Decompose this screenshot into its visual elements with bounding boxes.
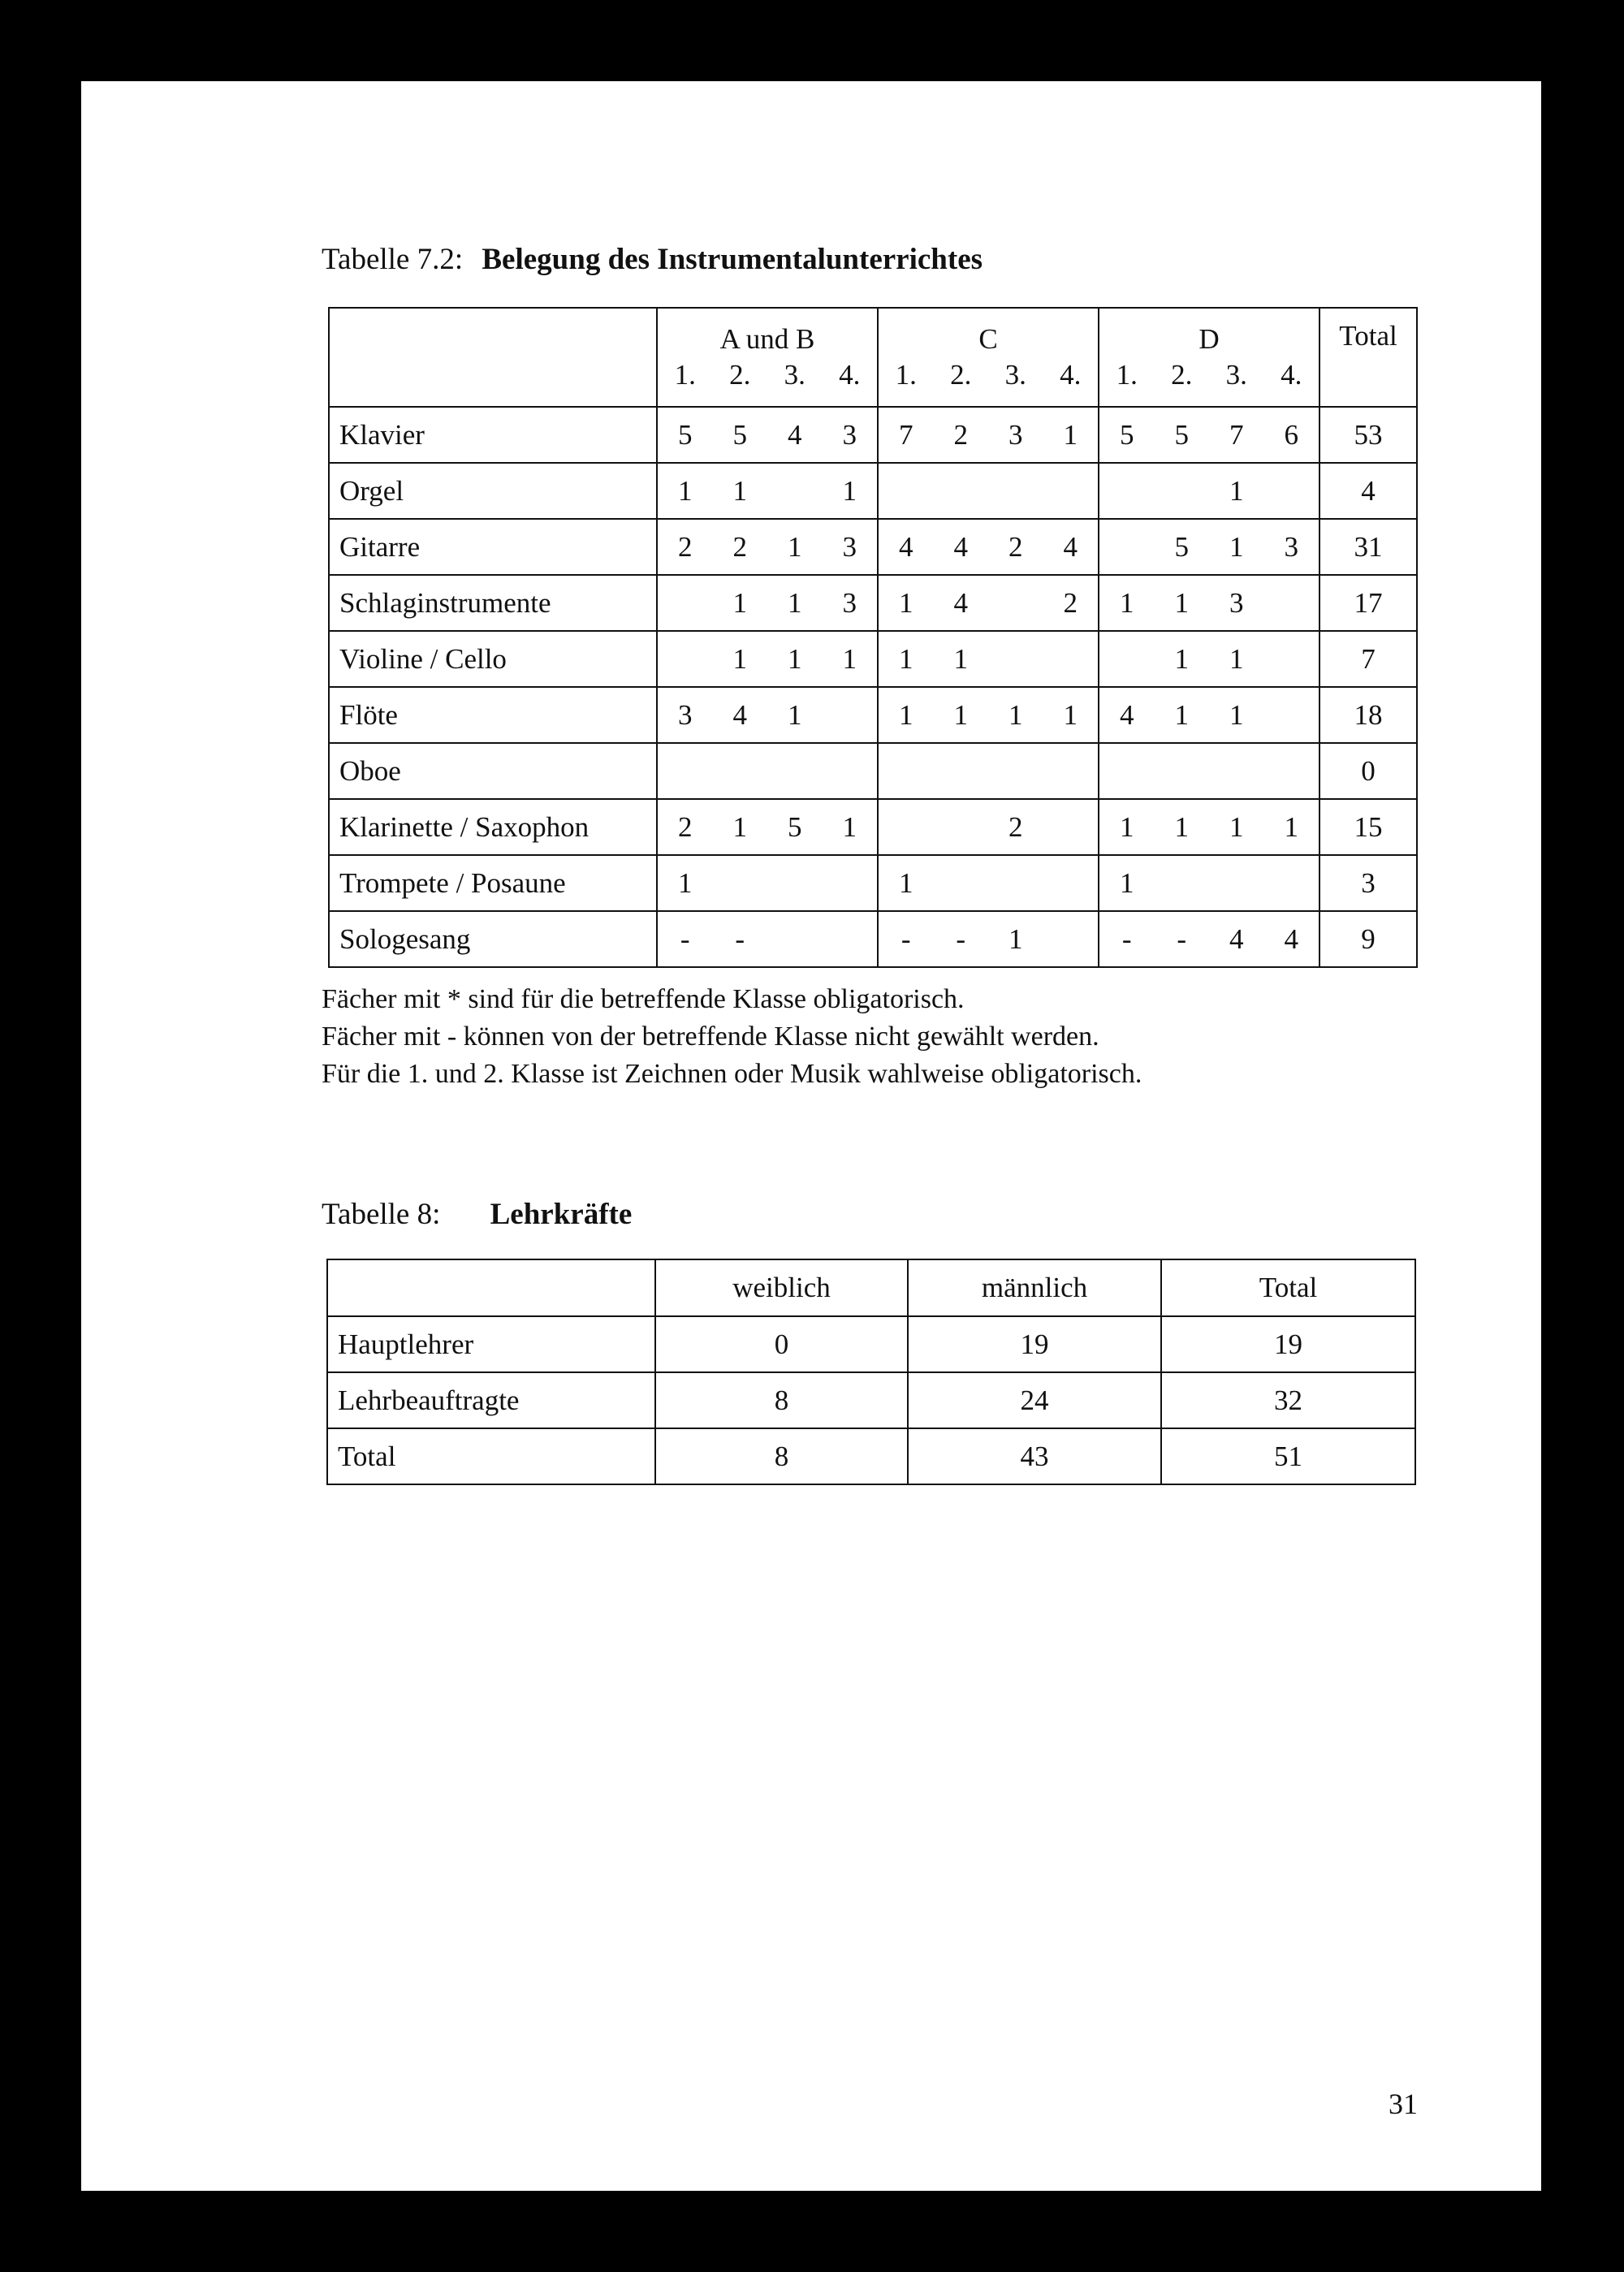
table-row xyxy=(329,855,1417,911)
header-empty-cell xyxy=(329,308,657,407)
cell-value: 51 xyxy=(1161,1428,1415,1484)
cell-value: 8 xyxy=(655,1428,908,1484)
cell-value: 5 xyxy=(1174,418,1189,451)
cell-value: 43 xyxy=(908,1428,1161,1484)
row-label: Violine / Cello xyxy=(329,631,657,687)
table-row xyxy=(329,519,1417,575)
group-cell-d xyxy=(1099,855,1320,911)
column-header-maennlich: männlich xyxy=(908,1259,1161,1316)
table8-caption xyxy=(322,1197,632,1232)
group-cell-d xyxy=(1099,687,1320,743)
cell-value: 1 xyxy=(1229,810,1244,843)
group-cell-ab xyxy=(657,407,878,463)
group-cell-c xyxy=(878,575,1099,631)
subcol-label: 2. xyxy=(950,359,972,391)
row-label: Klavier xyxy=(329,407,657,463)
cell-value: 6 xyxy=(1284,418,1298,451)
cell-value: 32 xyxy=(1161,1372,1415,1428)
row-total: 9 xyxy=(1320,911,1417,967)
cell-value: 1 xyxy=(1229,642,1244,675)
cell-value: 1 xyxy=(1009,922,1023,955)
row-label: Gitarre xyxy=(329,519,657,575)
row-total: 53 xyxy=(1320,407,1417,463)
table-row xyxy=(329,687,1417,743)
instrument-table xyxy=(328,307,1418,968)
group-cell-ab xyxy=(657,631,878,687)
cell-value: 4 xyxy=(732,698,747,731)
row-total: 31 xyxy=(1320,519,1417,575)
row-total: 18 xyxy=(1320,687,1417,743)
row-total: 15 xyxy=(1320,799,1417,855)
cell-value: 1 xyxy=(1229,698,1244,731)
cell-value: 1 xyxy=(1063,418,1078,451)
subcol-label: 3. xyxy=(1225,359,1247,391)
cell-value: 1 xyxy=(1063,698,1078,731)
cell-value: 5 xyxy=(1174,530,1189,563)
note-line: Fächer mit * sind für die betreffende Klasse obligatorisch. xyxy=(322,984,965,1014)
teachers-table xyxy=(326,1259,1416,1485)
subcol-label: 3. xyxy=(784,359,806,391)
table72-caption-label: Tabelle 7.2: xyxy=(322,243,464,276)
group-header-ab xyxy=(657,308,878,407)
group-cell-c xyxy=(878,463,1099,519)
cell-value: - xyxy=(680,922,690,955)
table-row xyxy=(329,407,1417,463)
cell-value: - xyxy=(1121,922,1132,955)
group-cell-d xyxy=(1099,911,1320,967)
cell-value: 1 xyxy=(788,530,802,563)
cell-value: 2 xyxy=(732,530,747,563)
cell-value: 2 xyxy=(953,418,968,451)
group-cell-c xyxy=(878,687,1099,743)
cell-value: 5 xyxy=(788,810,802,843)
row-label: Total xyxy=(327,1428,655,1484)
table-row xyxy=(329,631,1417,687)
group-cell-ab xyxy=(657,687,878,743)
group-cell-d xyxy=(1099,407,1320,463)
table72-caption-title: Belegung des Instrumentalunterrichtes xyxy=(482,243,983,276)
group-cell-c xyxy=(878,799,1099,855)
cell-value: 5 xyxy=(678,418,693,451)
cell-value: 4 xyxy=(1284,922,1298,955)
group-cell-ab xyxy=(657,519,878,575)
cell-value: 8 xyxy=(655,1372,908,1428)
cell-value: 19 xyxy=(908,1316,1161,1372)
cell-value: 4 xyxy=(953,530,968,563)
cell-value: 1 xyxy=(842,474,857,507)
subcol-label: 1. xyxy=(895,359,917,391)
group-cell-d xyxy=(1099,463,1320,519)
cell-value: 1 xyxy=(1120,810,1134,843)
row-label: Flöte xyxy=(329,687,657,743)
cell-value: 0 xyxy=(655,1316,908,1372)
group-cell-d xyxy=(1099,631,1320,687)
group-cell-ab xyxy=(657,743,878,799)
cell-value: 3 xyxy=(842,586,857,619)
row-label: Sologesang xyxy=(329,911,657,967)
cell-value: - xyxy=(735,922,745,955)
cell-value: 1 xyxy=(788,642,802,675)
cell-value: 3 xyxy=(842,530,857,563)
cell-value: 1 xyxy=(788,586,802,619)
group-cell-c xyxy=(878,855,1099,911)
cell-value: 1 xyxy=(732,474,747,507)
row-label: Lehrbeauftragte xyxy=(327,1372,655,1428)
group-cell-d xyxy=(1099,575,1320,631)
subcol-label: 4. xyxy=(1060,359,1082,391)
group-header-d xyxy=(1099,308,1320,407)
cell-value: 1 xyxy=(899,866,914,899)
cell-value: 1 xyxy=(1120,866,1134,899)
cell-value: 1 xyxy=(899,698,914,731)
cell-value: 1 xyxy=(1229,530,1244,563)
table-row xyxy=(329,799,1417,855)
group-cell-c xyxy=(878,743,1099,799)
subcol-label: 4. xyxy=(839,359,861,391)
subcol-label: 2. xyxy=(729,359,751,391)
table8-caption-label: Tabelle 8: xyxy=(322,1198,441,1231)
row-label: Orgel xyxy=(329,463,657,519)
group-cell-d xyxy=(1099,799,1320,855)
cell-value: 2 xyxy=(678,810,693,843)
header-empty-cell xyxy=(327,1259,655,1316)
total-header: Total xyxy=(1320,308,1417,407)
cell-value: - xyxy=(901,922,911,955)
cell-value: 1 xyxy=(678,474,693,507)
row-total: 7 xyxy=(1320,631,1417,687)
group-cell-ab xyxy=(657,911,878,967)
cell-value: 1 xyxy=(1229,474,1244,507)
table72-notes xyxy=(322,981,1142,1093)
cell-value: 1 xyxy=(1009,698,1023,731)
table-row xyxy=(327,1316,1415,1372)
cell-value: 7 xyxy=(1229,418,1244,451)
group-cell-ab xyxy=(657,799,878,855)
cell-value: 1 xyxy=(1174,586,1189,619)
cell-value: - xyxy=(956,922,966,955)
cell-value: 1 xyxy=(1120,586,1134,619)
cell-value: 1 xyxy=(788,698,802,731)
row-total: 3 xyxy=(1320,855,1417,911)
cell-value: 1 xyxy=(899,642,914,675)
table-row xyxy=(329,463,1417,519)
cell-value: 1 xyxy=(953,698,968,731)
group-cell-c xyxy=(878,519,1099,575)
cell-value: 1 xyxy=(732,642,747,675)
group-header-c xyxy=(878,308,1099,407)
subcol-label: 3. xyxy=(1004,359,1026,391)
cell-value: 4 xyxy=(953,586,968,619)
cell-value: 3 xyxy=(678,698,693,731)
cell-value: 1 xyxy=(899,586,914,619)
group-cell-ab xyxy=(657,463,878,519)
cell-value: 4 xyxy=(1063,530,1078,563)
group-cell-ab xyxy=(657,855,878,911)
cell-value: 3 xyxy=(1284,530,1298,563)
cell-value: 1 xyxy=(842,642,857,675)
note-line: Fächer mit - können von der betreffende Klasse nicht gewählt werden. xyxy=(322,1022,1099,1052)
cell-value: 7 xyxy=(899,418,914,451)
document-page xyxy=(81,81,1541,2191)
subcol-label: 1. xyxy=(1116,359,1138,391)
row-label: Hauptlehrer xyxy=(327,1316,655,1372)
table-row xyxy=(329,575,1417,631)
page-number: 31 xyxy=(1389,2088,1418,2120)
cell-value: - xyxy=(1177,922,1187,955)
cell-value: 4 xyxy=(899,530,914,563)
subcol-label: 1. xyxy=(674,359,696,391)
group-label: D xyxy=(1199,323,1220,355)
cell-value: 2 xyxy=(1009,810,1023,843)
group-cell-d xyxy=(1099,519,1320,575)
column-header-weiblich: weiblich xyxy=(655,1259,908,1316)
subcol-label: 4. xyxy=(1281,359,1302,391)
group-label: A und B xyxy=(719,323,815,355)
group-cell-d xyxy=(1099,743,1320,799)
cell-value: 2 xyxy=(678,530,693,563)
cell-value: 5 xyxy=(1120,418,1134,451)
group-cell-c xyxy=(878,631,1099,687)
cell-value: 1 xyxy=(732,586,747,619)
cell-value: 1 xyxy=(678,866,693,899)
table72-caption xyxy=(322,242,983,277)
cell-value: 2 xyxy=(1009,530,1023,563)
cell-value: 1 xyxy=(732,810,747,843)
column-header-total: Total xyxy=(1161,1259,1415,1316)
table-row xyxy=(327,1428,1415,1484)
group-label: C xyxy=(978,323,998,355)
cell-value: 3 xyxy=(1009,418,1023,451)
cell-value: 2 xyxy=(1063,586,1078,619)
cell-value: 1 xyxy=(842,810,857,843)
cell-value: 1 xyxy=(1284,810,1298,843)
cell-value: 4 xyxy=(1120,698,1134,731)
cell-value: 1 xyxy=(1174,698,1189,731)
table8-caption-title: Lehrkräfte xyxy=(490,1198,633,1231)
cell-value: 4 xyxy=(788,418,802,451)
cell-value: 5 xyxy=(732,418,747,451)
cell-value: 1 xyxy=(1174,642,1189,675)
group-cell-ab xyxy=(657,575,878,631)
cell-value: 3 xyxy=(1229,586,1244,619)
cell-value: 24 xyxy=(908,1372,1161,1428)
cell-value: 1 xyxy=(1174,810,1189,843)
row-total: 17 xyxy=(1320,575,1417,631)
table-row xyxy=(327,1372,1415,1428)
row-total: 4 xyxy=(1320,463,1417,519)
row-label: Schlaginstrumente xyxy=(329,575,657,631)
group-cell-c xyxy=(878,911,1099,967)
row-label: Trompete / Posaune xyxy=(329,855,657,911)
row-label: Klarinette / Saxophon xyxy=(329,799,657,855)
cell-value: 19 xyxy=(1161,1316,1415,1372)
note-line: Für die 1. und 2. Klasse ist Zeichnen oder Musik wahlweise obligatorisch. xyxy=(322,1059,1142,1089)
table-row xyxy=(329,743,1417,799)
row-total: 0 xyxy=(1320,743,1417,799)
cell-value: 3 xyxy=(842,418,857,451)
cell-value: 1 xyxy=(953,642,968,675)
cell-value: 4 xyxy=(1229,922,1244,955)
table-row xyxy=(329,911,1417,967)
row-label: Oboe xyxy=(329,743,657,799)
subcol-label: 2. xyxy=(1171,359,1193,391)
group-cell-c xyxy=(878,407,1099,463)
